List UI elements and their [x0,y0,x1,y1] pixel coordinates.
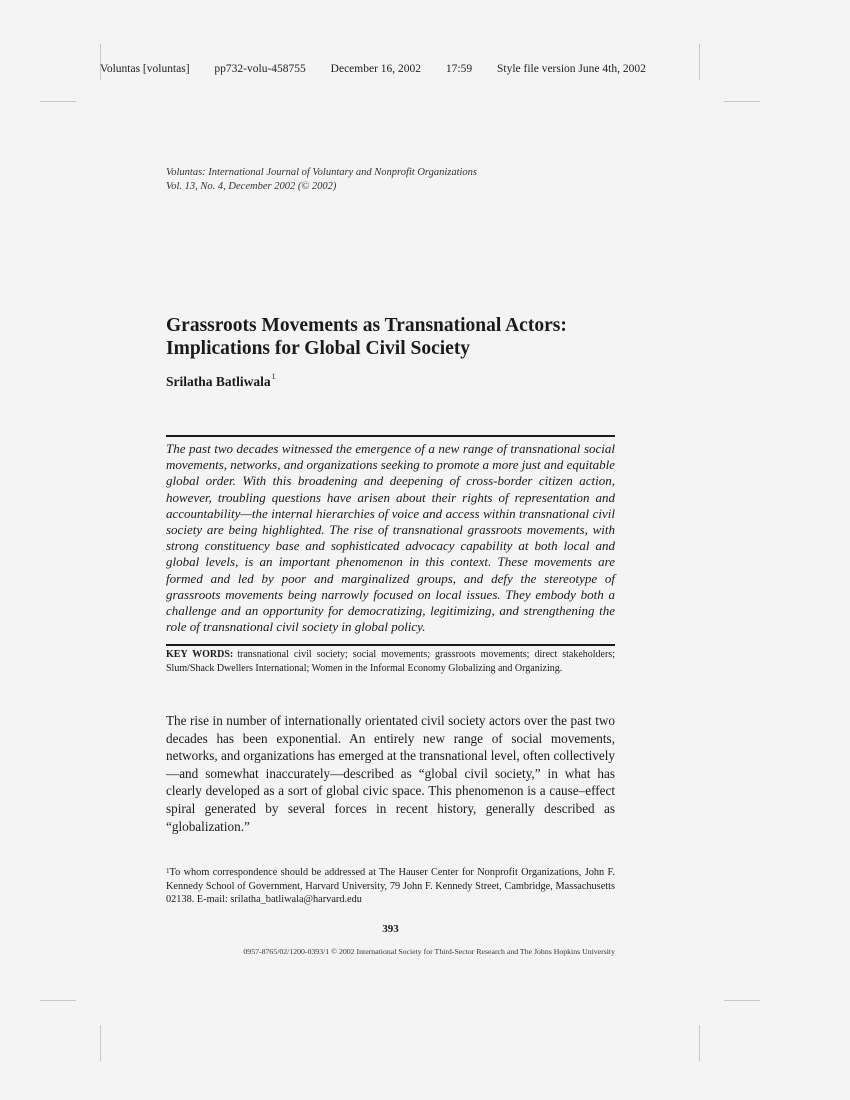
journal-volume: Vol. 13, No. 4, December 2002 (© 2002) [166,181,337,192]
keywords-text: transnational civil society; social movements; grassroots movements; direct stakeholders; Slum/Shack Dwellers International; Women in the Informal Economy Globalizing and Organizing. [166,649,616,674]
journal-info [166,166,477,194]
footnote-text: To whom correspondence should be addressed at The Hauser Center for Nonprofit Organizations, John F. Kennedy School of Government, Harvard University, 79 John F. Kennedy Street, Cambridge, Massachusetts 02138. E-mail: srilatha_batliwala@harvard.edu [166,867,615,905]
crop-mark-right-lower [724,1000,760,1001]
copyright-line: 0957-8765/02/1200-0393/1 © 2002 International Society for Third-Sector Research and The Johns Hopkins University [243,947,615,956]
header-date: December 16, 2002 [330,63,422,75]
body-paragraph: The rise in number of internationally orientated civil society actors over the past two decades has been exponential. An entirely new range of social movements, networks, and organizations has emerged at the transnational level, often collectively—and somewhat inaccurately—described as “global civil society,” in what has clearly developed as a sort of global civic space. This phenomenon is a cause–effect spiral generated by several forces in recent history, generally described as “globalization.” [166,713,615,834]
crop-mark-left-lower [40,1000,76,1001]
journal-code: Voluntas [voluntas] [100,63,190,75]
journal-name: Voluntas: International Journal of Voluntary and Nonprofit Organizations [166,167,478,178]
crop-mark-bottom-left [100,1025,101,1061]
header-time: 17:59 [445,63,473,75]
style-file-version: Style file version June 4th, 2002 [496,63,646,75]
article-title [166,314,626,360]
manuscript-id: pp732-volu-458755 [214,63,306,75]
abstract-top-rule [166,435,615,437]
title-line-1: Grassroots Movements as Transnational Actors: [166,315,567,336]
author-name: Srilatha Batliwala [166,374,271,389]
running-header [100,63,668,75]
title-line-2: Implications for Global Civil Society [166,338,471,359]
crop-mark-right-upper [724,101,760,102]
author-footnote-marker: 1 [271,372,276,381]
crop-mark-bottom-right [699,1025,700,1061]
abstract: The past two decades witnessed the emergence of a new range of transnational social movements, networks, and organizations seeking to promote a more just and equitable global order. With this broadening and deepening of cross-border citizen action, however, troubling questions have arisen about their rights of representation and accountability—the internal hierarchies of voice and access within transnational civil society are being highlighted. The rise of transnational grassroots movements, with strong constituency base and sophisticated advocacy capability at both local and global levels, is an important phenomenon in this context. These movements are formed and led by poor and marginalized groups, and defy the stereotype of grassroots movements being narrowly focused on local issues. They embody both a challenge and an opportunity for democratizing, legitimizing, and strengthening the role of transnational civil society in global policy. [166,441,615,635]
footnote-marker: 1 [166,867,170,875]
crop-mark-top-right [699,44,700,80]
page-number: 393 [382,923,399,935]
keywords [166,648,615,675]
footnote [166,866,615,907]
keywords-label: KEY WORDS: [166,649,234,660]
author [166,374,276,390]
crop-mark-left-upper [40,101,76,102]
abstract-bottom-rule [166,644,615,646]
